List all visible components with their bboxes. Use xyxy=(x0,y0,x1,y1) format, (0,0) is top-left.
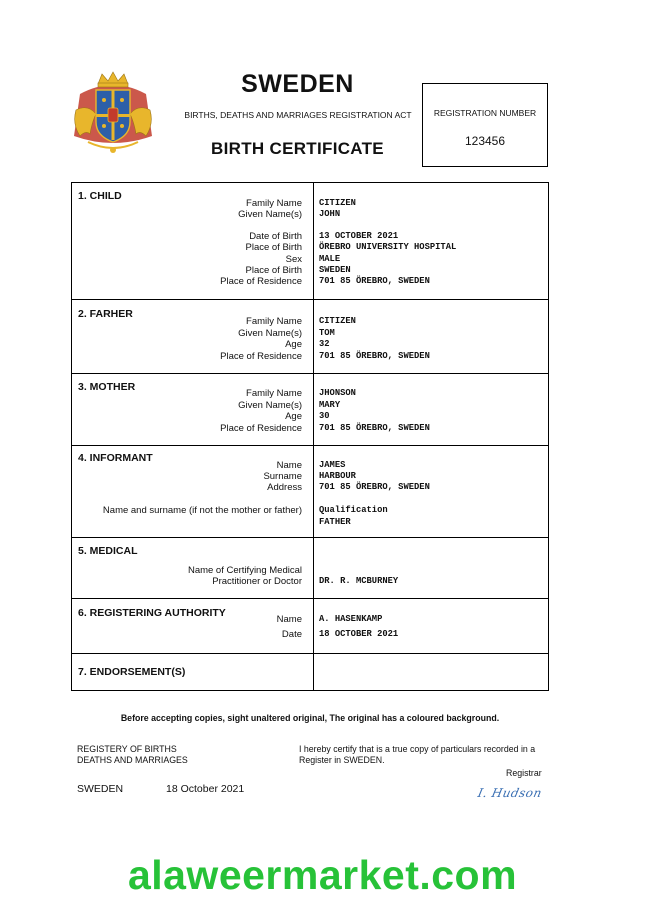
section-registering-authority xyxy=(72,599,548,654)
field-label: Age xyxy=(285,339,302,350)
certify-line-1: I hereby certify that is a true copy of particulars recorded in a xyxy=(299,744,536,754)
section-title: 2. FARHER xyxy=(78,308,133,320)
field-label: Place of Residence xyxy=(220,351,302,362)
section-child xyxy=(72,183,548,300)
field-value: 18 OCTOBER 2021 xyxy=(319,629,399,639)
field-label: Family Name xyxy=(246,316,302,327)
section-mother xyxy=(72,374,548,446)
footer-country: SWEDEN xyxy=(77,783,124,795)
registrar-signature: I. Hudson xyxy=(476,786,544,800)
field-value: MALE xyxy=(319,254,341,264)
field-value: HARBOUR xyxy=(319,471,356,481)
field-value: 30 xyxy=(319,411,330,421)
section-title: 4. INFORMANT xyxy=(78,452,153,464)
field-value: FATHER xyxy=(319,517,351,527)
field-label: Name of Certifying Medical xyxy=(187,565,302,576)
coat-of-arms-icon xyxy=(68,70,158,156)
field-value: 701 85 ÖREBRO, SWEDEN xyxy=(319,351,430,361)
field-label: Sex xyxy=(285,254,302,265)
original-notice: Before accepting copies, sight unaltered original, The original has a coloured background. xyxy=(120,713,500,723)
certificate-table xyxy=(71,182,549,691)
registry-line-2: DEATHS AND MARRIAGES xyxy=(77,755,188,765)
field-value: MARY xyxy=(319,400,341,410)
field-value: Qualification xyxy=(319,505,388,515)
watermark-text: alaweermarket.com xyxy=(127,852,518,898)
field-value: CITIZEN xyxy=(319,316,356,326)
registry-name xyxy=(77,744,188,766)
field-value: 32 xyxy=(319,339,330,349)
section-title: 3. MOTHER xyxy=(78,381,136,393)
field-value: 13 OCTOBER 2021 xyxy=(319,231,399,241)
field-label: Place of Birth xyxy=(245,242,302,253)
field-value: CITIZEN xyxy=(319,198,356,208)
field-value: JOHN xyxy=(319,209,341,219)
section-title: 6. REGISTERING AUTHORITY xyxy=(78,607,226,619)
field-value: ÖREBRO UNIVERSITY HOSPITAL xyxy=(319,242,457,252)
field-value: SWEDEN xyxy=(319,265,351,275)
field-label: Name xyxy=(276,460,302,471)
field-value: 701 85 ÖREBRO, SWEDEN xyxy=(319,276,430,286)
field-label: Surname xyxy=(263,471,302,482)
section-medical xyxy=(72,538,548,599)
field-label: Given Name(s) xyxy=(238,328,302,339)
field-label: Family Name xyxy=(246,388,302,399)
field-label: Place of Residence xyxy=(220,276,302,287)
field-value: A. HASENKAMP xyxy=(319,614,383,624)
field-label: Date xyxy=(281,629,302,640)
field-label: Given Name(s) xyxy=(238,209,302,220)
registrar-label: Registrar xyxy=(506,768,542,778)
registry-line-1: REGISTERY OF BIRTHS xyxy=(77,744,177,754)
field-value: TOM xyxy=(319,328,335,338)
section-title: 1. CHILD xyxy=(78,190,122,202)
field-label: Name xyxy=(276,614,302,625)
field-label: Family Name xyxy=(246,198,302,209)
section-endorsements xyxy=(72,654,548,690)
field-label: Place of Birth xyxy=(245,265,302,276)
section-father xyxy=(72,300,548,374)
field-label: Name and surname (if not the mother or father) xyxy=(102,505,302,516)
field-value: 701 85 ÖREBRO, SWEDEN xyxy=(319,423,430,433)
field-label: Date of Birth xyxy=(249,231,302,242)
field-label: Place of Residence xyxy=(220,423,302,434)
country-title: SWEDEN xyxy=(241,70,354,98)
certify-line-2: Register in SWEDEN. xyxy=(299,755,385,765)
field-label: Age xyxy=(285,411,302,422)
footer-date: 18 October 2021 xyxy=(166,783,245,795)
field-value: JHONSON xyxy=(319,388,356,398)
registration-number-label: REGISTRATION NUMBER xyxy=(433,108,537,118)
registration-number-box xyxy=(422,83,548,167)
field-label: Address xyxy=(267,482,302,493)
section-title: 7. ENDORSEMENT(S) xyxy=(78,666,186,678)
certification-statement xyxy=(299,744,535,766)
section-title: 5. MEDICAL xyxy=(78,545,138,557)
registration-number: 123456 xyxy=(464,134,506,148)
section-informant xyxy=(72,446,548,538)
field-value: 701 85 ÖREBRO, SWEDEN xyxy=(319,482,430,492)
document-title: BIRTH CERTIFICATE xyxy=(211,139,384,158)
field-label: Practitioner or Doctor xyxy=(212,576,302,587)
field-value: DR. R. MCBURNEY xyxy=(319,576,399,586)
field-value: JAMES xyxy=(319,460,346,470)
registration-act: BIRTHS, DEATHS AND MARRIAGES REGISTRATION ACT xyxy=(184,110,412,120)
field-label: Given Name(s) xyxy=(238,400,302,411)
